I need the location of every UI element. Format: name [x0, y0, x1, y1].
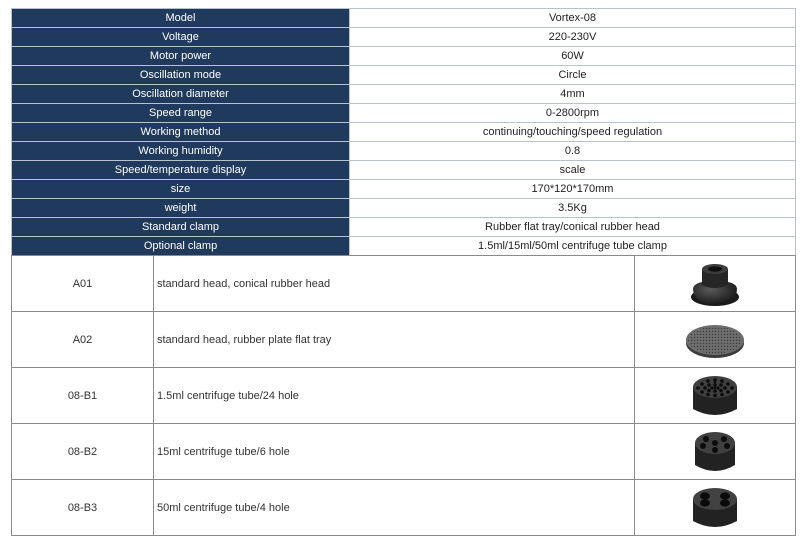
spec-value: Rubber flat tray/conical rubber head: [350, 218, 796, 237]
spec-value: 4mm: [350, 85, 796, 104]
spec-row: [12, 9, 796, 28]
spec-label: Working method: [12, 123, 350, 142]
accessory-description: 15ml centrifuge tube/6 hole: [154, 424, 635, 480]
spec-label: weight: [12, 199, 350, 218]
spec-table: [11, 8, 796, 256]
accessory-image-cell: [635, 312, 796, 368]
spec-row: [12, 199, 796, 218]
spec-row: [12, 123, 796, 142]
accessory-row: [12, 256, 796, 312]
tube-clamp-24-hole-icon: [687, 371, 743, 421]
spec-value: 220-230V: [350, 28, 796, 47]
spec-value: 60W: [350, 47, 796, 66]
spec-label: Speed/temperature display: [12, 161, 350, 180]
accessory-image-cell: [635, 424, 796, 480]
spec-label: size: [12, 180, 350, 199]
accessory-row: [12, 312, 796, 368]
spec-row: [12, 218, 796, 237]
spec-row: [12, 66, 796, 85]
spec-label: Oscillation mode: [12, 66, 350, 85]
spec-row: [12, 47, 796, 66]
spec-value: 0.8: [350, 142, 796, 161]
spec-label: Optional clamp: [12, 237, 350, 256]
flat-tray-icon: [684, 318, 746, 362]
tube-clamp-4-hole-icon: [687, 483, 743, 533]
spec-row: [12, 85, 796, 104]
spec-label: Voltage: [12, 28, 350, 47]
spec-label: Model: [12, 9, 350, 28]
spec-label: Speed range: [12, 104, 350, 123]
tube-clamp-6-hole-icon: [689, 427, 741, 477]
accessory-code: A02: [12, 312, 154, 368]
spec-value: continuing/touching/speed regulation: [350, 123, 796, 142]
accessory-image-cell: [635, 480, 796, 536]
accessory-image-cell: [635, 256, 796, 312]
accessory-description: standard head, rubber plate flat tray: [154, 312, 635, 368]
spec-row: [12, 237, 796, 256]
accessory-table: [11, 255, 796, 536]
spec-row: [12, 104, 796, 123]
accessory-description: standard head, conical rubber head: [154, 256, 635, 312]
spec-label: Standard clamp: [12, 218, 350, 237]
spec-value: scale: [350, 161, 796, 180]
spec-value: 0-2800rpm: [350, 104, 796, 123]
spec-value: Vortex-08: [350, 9, 796, 28]
spec-row: [12, 28, 796, 47]
accessory-row: [12, 480, 796, 536]
spec-value: Circle: [350, 66, 796, 85]
accessory-code: 08-B1: [12, 368, 154, 424]
accessory-row: [12, 424, 796, 480]
accessory-code: 08-B3: [12, 480, 154, 536]
accessory-code: 08-B2: [12, 424, 154, 480]
spec-value: 1.5ml/15ml/50ml centrifuge tube clamp: [350, 237, 796, 256]
spec-label: Oscillation diameter: [12, 85, 350, 104]
accessory-code: A01: [12, 256, 154, 312]
spec-label: Working humidity: [12, 142, 350, 161]
spec-label: Motor power: [12, 47, 350, 66]
accessory-description: 1.5ml centrifuge tube/24 hole: [154, 368, 635, 424]
accessory-description: 50ml centrifuge tube/4 hole: [154, 480, 635, 536]
conical-rubber-head-icon: [687, 259, 743, 309]
spec-value: 3.5Kg: [350, 199, 796, 218]
spec-row: [12, 142, 796, 161]
spec-row: [12, 180, 796, 199]
accessory-image-cell: [635, 368, 796, 424]
spec-value: 170*120*170mm: [350, 180, 796, 199]
accessory-row: [12, 368, 796, 424]
spec-row: [12, 161, 796, 180]
